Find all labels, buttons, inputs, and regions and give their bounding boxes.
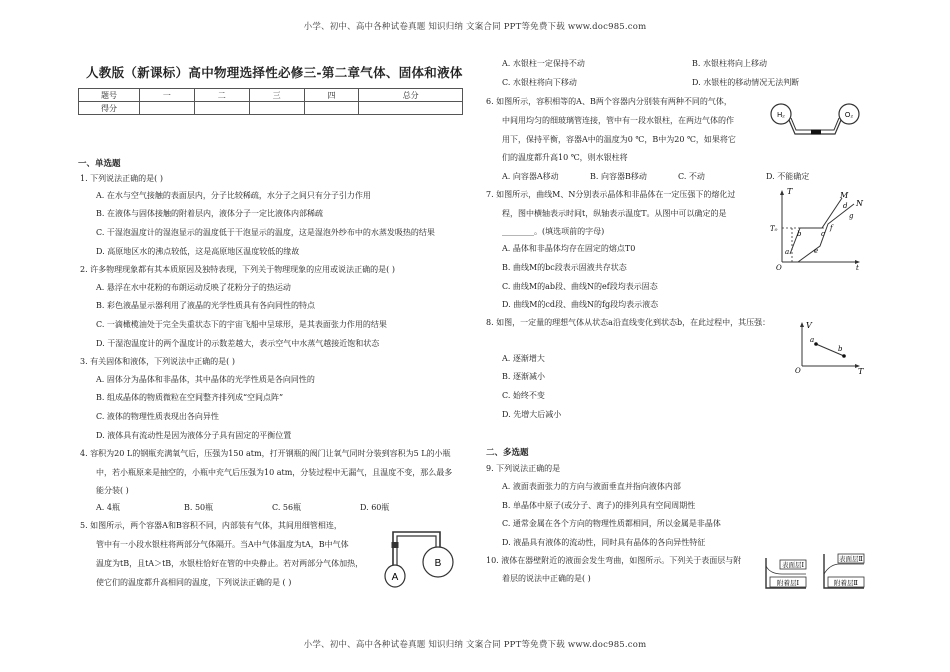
attached-layer-1: 附着层Ⅰ [776,579,800,587]
option-a[interactable]: A. 晶体和非晶体均存在固定的熔点T0 [502,244,636,253]
question-stem: 8. 如图，一定量的理想气体从状态a沿直线变化到状态b，在此过程中，其压强： [486,318,771,327]
option-d[interactable]: D. 水银柱的移动情况无法判断 [692,78,800,87]
option-d[interactable]: D. 不能确定 [766,172,810,181]
point-f: f [830,224,833,232]
option-c[interactable]: C. 干湿泡温度计的湿泡显示的温度低于干泡显示的温度，这是湿泡外纱布中的水蒸发吸热的结果 [96,228,435,237]
point-d: d [843,202,848,210]
option-d[interactable]: D. 液晶具有液体的流动性，同时具有晶体的各向异性特征 [502,538,706,547]
table-cell: 题号 [79,89,140,102]
o2-label: O₂ [844,112,854,119]
option-c[interactable]: C. 一滴橄榄油处于完全失重状态下的宇宙飞船中呈球形，是其表面张力作用的结果 [96,320,387,329]
point-b: b [838,345,843,353]
option-a[interactable]: A. 水银柱一定保持不动 [502,59,585,68]
table-cell: 四 [304,89,359,102]
option-a[interactable]: A. 液面表面张力的方向与液面垂直并指向液体内部 [502,482,681,491]
score-table [78,88,463,115]
table-cell[interactable] [304,102,359,115]
option-d[interactable]: D. 60瓶 [360,503,390,512]
option-c[interactable]: C. 液体的物理性质表现出各向异性 [96,412,219,421]
table-row [79,102,463,115]
option-b[interactable]: B. 组成晶体的物质微粒在空间整齐排列成“空间点阵” [96,393,284,402]
question-stem: 5. 如图所示，两个容器A和B容积不同，内部装有气体，其间用细管相连， [80,521,342,530]
page-footer: 小学、初中、高中各种试卷真题 知识归纳 文案合同 PPT等免费下载 www.doc985.com [303,640,647,650]
axis-v-label: V [806,321,812,330]
question-stem: 10. 液体在器壁附近的液面会发生弯曲，如图所示。下列关于表面层与附 [486,556,742,565]
question-stem: 管中有一小段水银柱将两部分气体隔开。当A中气体温度为tA，B中气体 [96,540,349,549]
option-a[interactable]: A. 4瓶 [96,503,120,512]
origin-label: O [776,264,782,272]
melting-curve-figure [770,186,864,272]
question-stem: 用下，保持平衡，容器A中的温度为0 ℃，B中为20 ℃，如果将它 [502,135,736,144]
option-a[interactable]: A. 在水与空气接触的表面层内，分子比较稀疏，水分子之间只有分子引力作用 [96,191,371,200]
option-b[interactable]: B. 单晶体中原子(或分子、离子)的排列具有空间周期性 [502,501,696,510]
option-d[interactable]: D. 液体具有流动性是因为液体分子具有固定的平衡位置 [96,431,292,440]
question-stem: 2. 许多物理现象都有其本质原因及独特表现，下列关于物理现象的应用或说法正确的是( ) [80,265,395,274]
table-cell[interactable] [249,102,304,115]
question-stem: 9. 下列说法正确的是 [486,464,561,473]
question-stem: 温度为tB，且tA＞tB，水银柱恰好在管的中央静止。若对两部分气体加热， [96,559,364,568]
point-e: e [814,247,819,255]
table-cell: 总分 [359,89,463,102]
question-stem: 4. 容积为20 L的钢瓶充满氧气后，压强为150 atm，打开钢瓶的阀门让氧气同时分装到容积为5 L的小瓶 [80,449,451,458]
option-a[interactable]: A. 悬浮在水中花粉的布朗运动反映了花粉分子的热运动 [96,283,291,292]
point-b: b [797,230,802,238]
table-cell: 二 [194,89,249,102]
gas-containers-figure [770,100,862,144]
option-d[interactable]: D. 高原地区水的沸点较低，这是高原地区温度较低的缘故 [96,247,300,256]
question-stem: 能分装( ) [96,486,129,495]
question-stem: 使它们的温度都升高相同的温度，下列说法正确的是 ( ) [96,578,292,587]
question-stem: 3. 有关固体和液体，下列说法中正确的是( ) [80,357,235,366]
page-title: 人教版（新课标）高中物理选择性必修三-第二章气体、固体和液体 [86,65,463,80]
option-b[interactable]: B. 逐渐减小 [502,372,545,381]
question-stem: 7. 如图所示，曲线M、N分别表示晶体和非晶体在一定压强下的熔化过 [486,190,736,199]
table-cell[interactable] [359,102,463,115]
point-a: a [785,248,790,256]
surface-layer-2: 表面层Ⅱ [839,555,863,563]
option-c[interactable]: C. 水银柱将向下移动 [502,78,577,87]
surface-layer-1: 表面层Ⅰ [781,561,805,569]
container-a-label: A [391,572,399,583]
containers-ab-figure [378,520,470,590]
options-row [96,503,448,513]
question-stem: 着层的说法中正确的是( ) [502,574,591,583]
h2-label: H₂ [777,112,785,119]
t0-label: T₀ [770,225,778,233]
table-row [79,89,463,102]
curve-m-label: M [840,191,849,200]
option-c[interactable]: C. 56瓶 [272,503,302,512]
option-b[interactable]: B. 在液体与固体接触的附着层内，液体分子一定比液体内部稀疏 [96,209,323,218]
option-c[interactable]: C. 通常金属在各个方向的物理性质都相同，所以金属是非晶体 [502,519,721,528]
option-a[interactable]: A. 向容器A移动 [502,172,559,181]
table-cell[interactable] [194,102,249,115]
section-heading: 一、单选题 [78,159,121,169]
question-stem: 中，若小瓶原来是抽空的，小瓶中充气后压强为10 atm，分装过程中无漏气，且温度不变，那么最多 [96,468,453,477]
option-b[interactable]: B. 向容器B移动 [590,172,647,181]
question-stem: 们的温度都升高10 ℃，则水银柱将 [502,153,628,162]
vt-graph-figure [792,318,866,374]
options-row [502,59,882,69]
question-stem: ________。(填选项前的字母) [502,227,605,236]
page-header: 小学、初中、高中各种试卷真题 知识归纳 文案合同 PPT等免费下载 www.doc985.com [303,22,647,32]
curve-n-label: N [856,199,863,208]
attached-layer-2: 附着层Ⅱ [834,579,858,587]
option-a[interactable]: A. 固体分为晶体和非晶体，其中晶体的光学性质是各向同性的 [96,375,315,384]
axis-t-label: T [858,367,864,374]
axis-t-label: T [787,187,793,196]
option-d[interactable]: D. 先增大后减小 [502,410,562,419]
point-c: c [821,230,825,238]
point-a: a [810,336,815,344]
container-b-label: B [434,558,442,569]
option-b[interactable]: B. 水银柱将向上移动 [692,59,767,68]
question-stem: 程，图中横轴表示时间t，纵轴表示温度T。从图中可以确定的是 [502,209,727,218]
point-g: g [849,212,854,220]
options-row [502,78,882,88]
question-stem: 1. 下列说法正确的是( ) [80,174,163,183]
option-b[interactable]: B. 50瓶 [184,503,214,512]
option-b[interactable]: B. 曲线M的bc段表示固液共存状态 [502,263,627,272]
option-c[interactable]: C. 不动 [678,172,705,181]
option-a[interactable]: A. 逐渐增大 [502,354,545,363]
option-b[interactable]: B. 彩色液晶显示器利用了液晶的光学性质具有各向同性的特点 [96,301,315,310]
liquid-layers-figure [762,552,868,596]
table-cell: 一 [140,89,195,102]
option-d[interactable]: D. 曲线M的cd段、曲线N的fg段均表示液态 [502,300,659,309]
option-c[interactable]: C. 始终不变 [502,391,545,400]
question-stem: 中间用均匀的细玻璃管连接，管中有一段水银柱，在两边气体的作 [502,116,734,125]
origin-label: O [795,367,801,374]
table-cell: 三 [249,89,304,102]
table-cell[interactable] [140,102,195,115]
axis-time-label: t [856,264,859,272]
option-c[interactable]: C. 曲线M的ab段、曲线N的ef段均表示固态 [502,282,658,291]
question-stem: 6. 如图所示，容积相等的A、B两个容器内分别装有两种不同的气体， [486,97,732,106]
section-heading: 二、多选题 [486,448,529,458]
table-cell: 得分 [79,102,140,115]
options-row [502,172,854,182]
option-d[interactable]: D. 干湿泡温度计的两个温度计的示数差越大，表示空气中水蒸气越接近饱和状态 [96,339,380,348]
